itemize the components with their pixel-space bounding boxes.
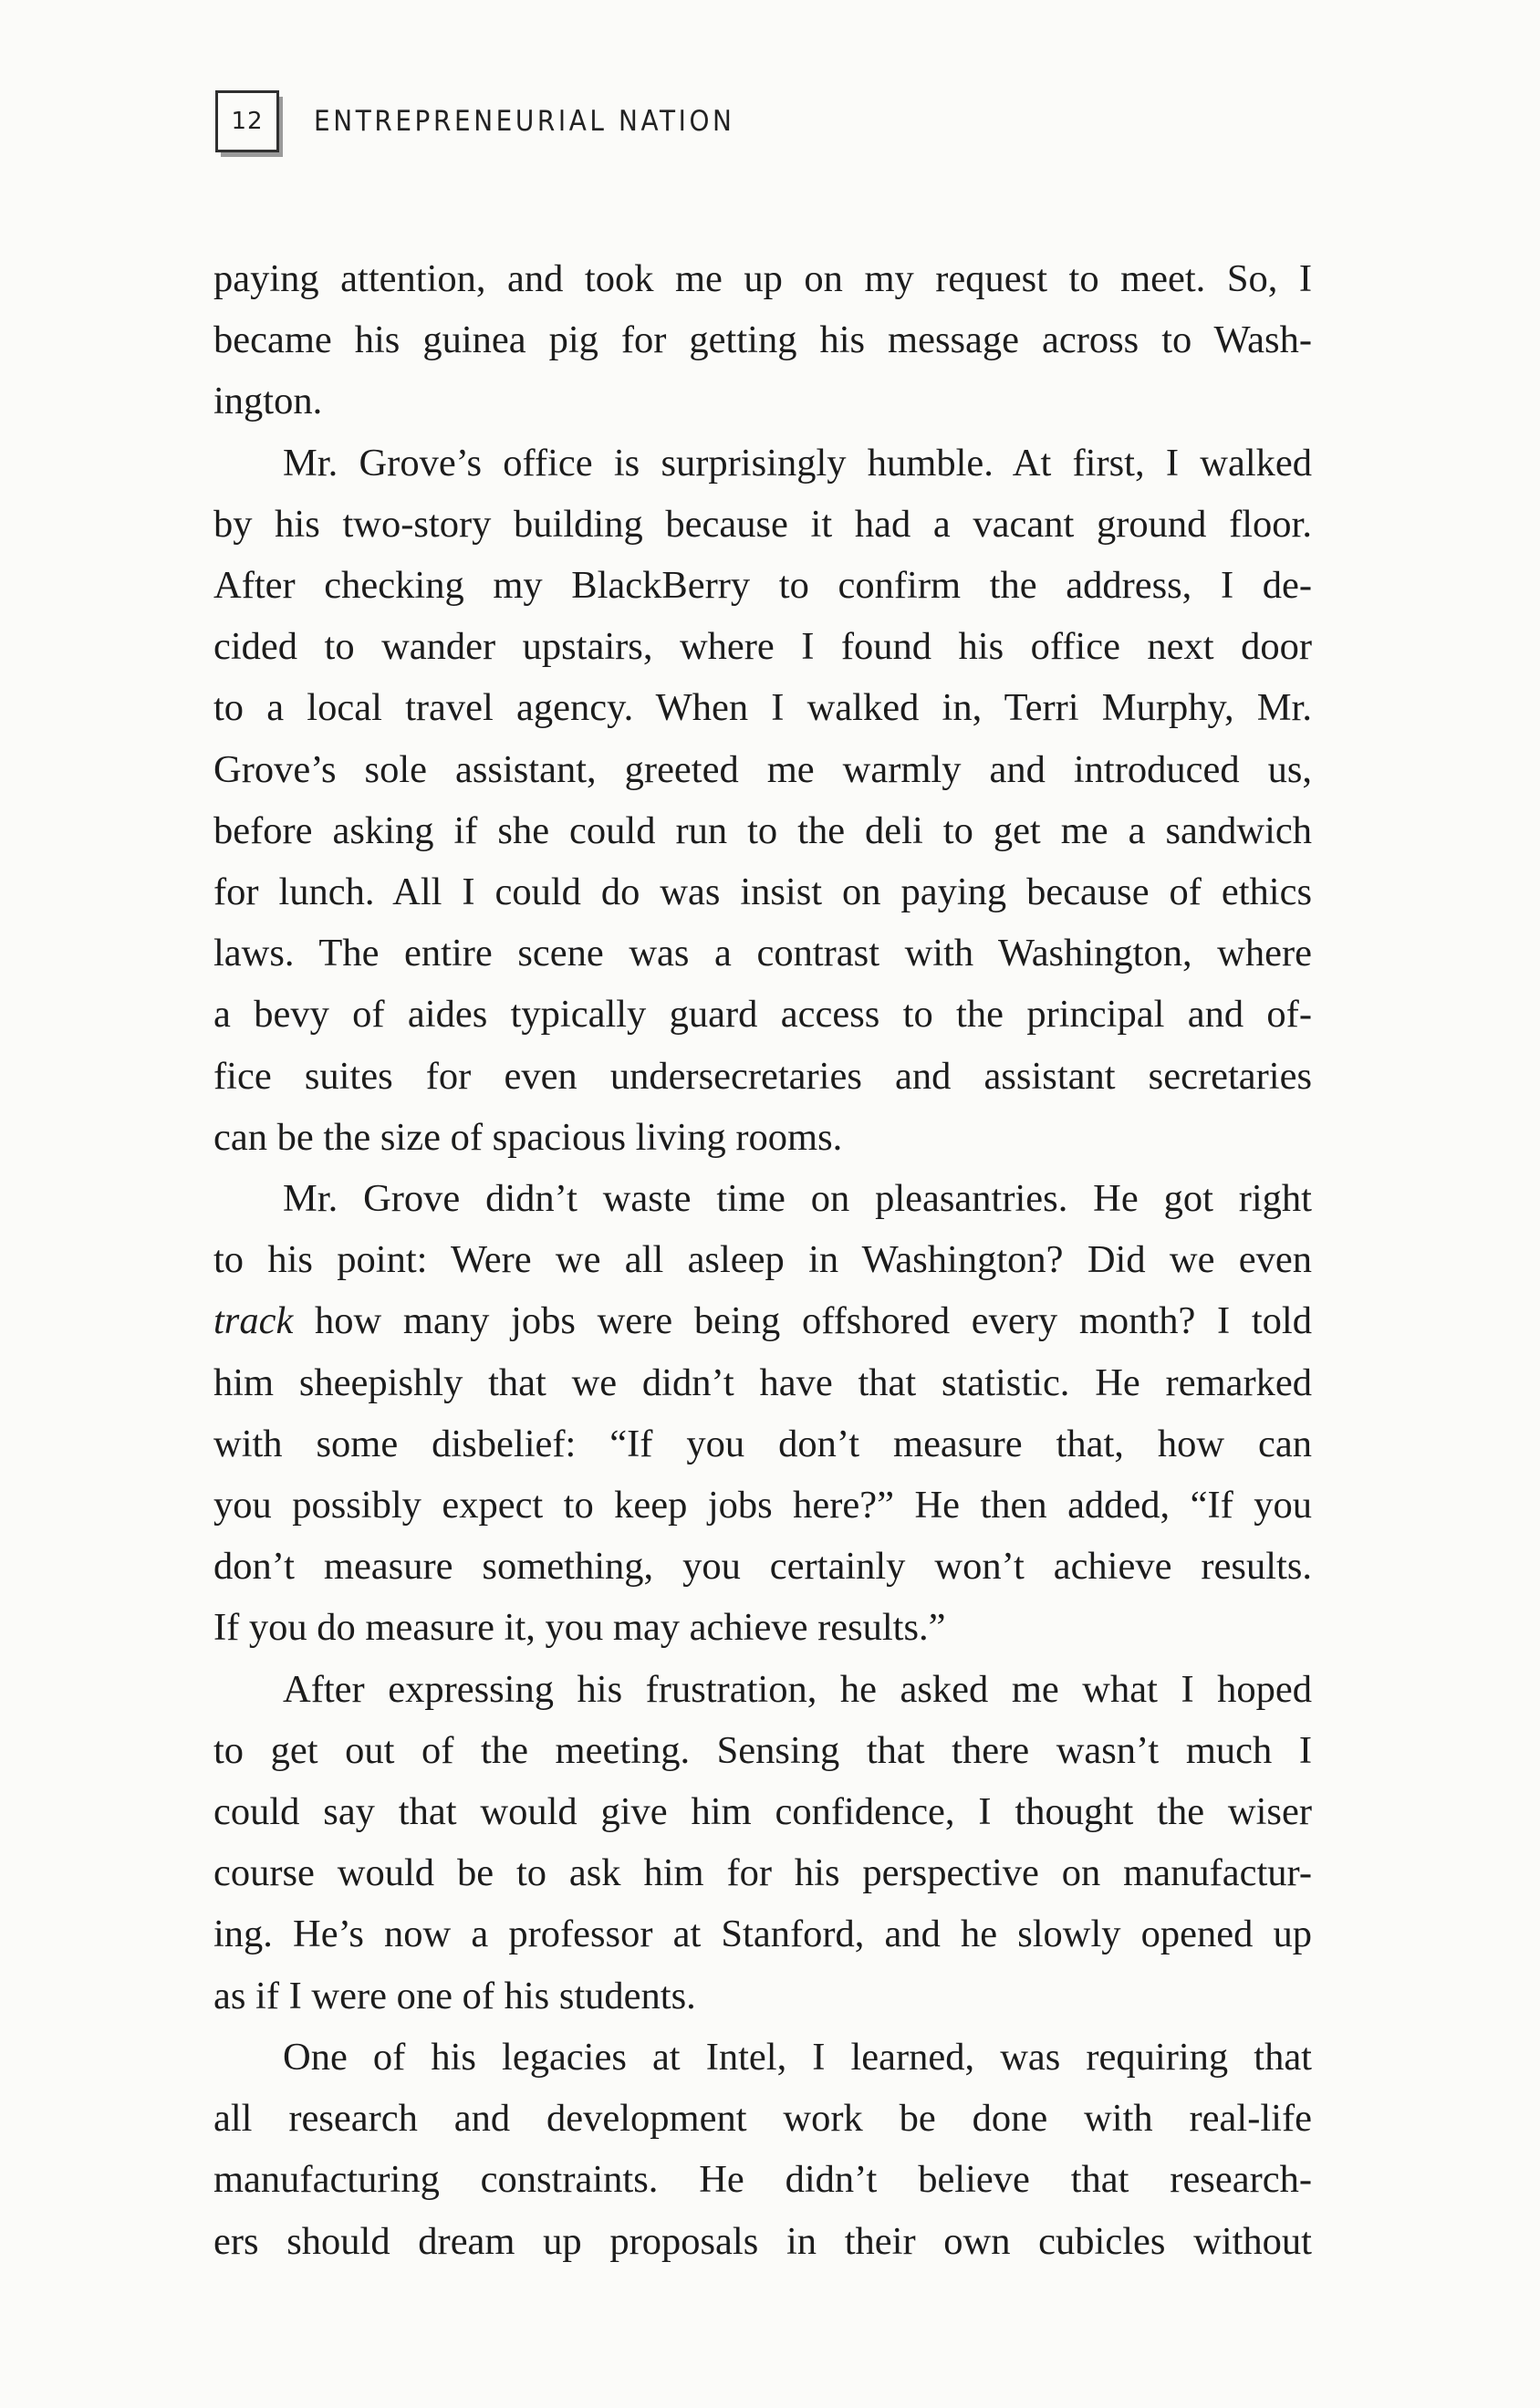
- text-line: Mr. Grove’s office is surprisingly humble. At first, I walked: [283, 441, 1312, 485]
- running-head: [215, 89, 782, 153]
- text-line: After expressing his frustration, he asked me what I hoped: [283, 1667, 1312, 1711]
- text-line: don’t measure something, you certainly won’t achieve results.: [213, 1545, 1312, 1589]
- paragraph-5: [213, 2027, 1312, 2272]
- paragraph-2: [213, 433, 1312, 1168]
- text-line: a bevy of aides typically guard access to the principal and of-: [213, 993, 1312, 1037]
- text-line: manufacturing constraints. He didn’t believe that research-: [213, 2158, 1312, 2202]
- text-line: ers should dream up proposals in their own cubicles without: [213, 2219, 1312, 2263]
- page-number: 12: [231, 108, 264, 135]
- text-line: as if I were one of his students.: [213, 1974, 696, 2017]
- text-line: with some disbelief: “If you don’t measure that, how can: [213, 1422, 1312, 1465]
- text-line: can be the size of spacious living rooms.: [213, 1115, 843, 1159]
- text-line: you possibly expect to keep jobs here?” He then added, “If you: [213, 1484, 1312, 1527]
- text-line: ing. He’s now a professor at Stanford, and he slowly opened up: [213, 1913, 1312, 1956]
- text-line: fice suites for even undersecretaries and assistant secretaries: [213, 1054, 1312, 1098]
- text-line: Grove’s sole assistant, greeted me warmly and introduced us,: [213, 747, 1312, 791]
- book-title: ENTREPRENEURIAL NATION: [314, 105, 735, 138]
- text-line: to get out of the meeting. Sensing that there wasn’t much I: [213, 1728, 1312, 1772]
- text-line-with-italic: [213, 1290, 1312, 1351]
- text-line: all research and development work be done with real-life: [213, 2097, 1312, 2141]
- text-line: to his point: Were we all asleep in Washington? Did we even: [213, 1238, 1312, 1282]
- text-line: before asking if she could run to the deli to get me a sandwich: [213, 808, 1312, 852]
- text-line: paying attention, and took me up on my request to meet. So, I: [213, 257, 1312, 300]
- text-line: Mr. Grove didn’t waste time on pleasantries. He got right: [283, 1177, 1312, 1221]
- text-line: to a local travel agency. When I walked in, Terri Murphy, Mr.: [213, 686, 1312, 730]
- text-line: One of his legacies at Intel, I learned, was requiring that: [283, 2035, 1312, 2079]
- text-line: could say that would give him confidence, I thought the wiser: [213, 1790, 1312, 1834]
- paragraph-3: [213, 1168, 1312, 1659]
- text-line: laws. The entire scene was a contrast with Washington, where: [213, 932, 1312, 975]
- text-line: by his two-story building because it had a vacant ground floor.: [213, 502, 1312, 546]
- text-line: cided to wander upstairs, where I found his office next door: [213, 625, 1312, 669]
- text-line: ington.: [213, 380, 323, 423]
- paragraph-1: [213, 248, 1312, 433]
- text-line: course would be to ask him for his perspective on manufactur-: [213, 1851, 1312, 1895]
- page-number-box: [215, 90, 279, 152]
- text-line: After checking my BlackBerry to confirm the address, I de-: [213, 564, 1312, 608]
- body-text: [213, 248, 1312, 2272]
- text-line: became his guinea pig for getting his message across to Wash-: [213, 318, 1312, 362]
- paragraph-4: [213, 1659, 1312, 2027]
- italic-word: track: [213, 1299, 294, 1343]
- text-line: for lunch. All I could do was insist on paying because of ethics: [213, 870, 1312, 914]
- text-line: If you do measure it, you may achieve results.”: [213, 1606, 946, 1650]
- text-line: him sheepishly that we didn’t have that statistic. He remarked: [213, 1360, 1312, 1404]
- text-line-remainder: how many jobs were being offshored every month? I told: [293, 1299, 1312, 1343]
